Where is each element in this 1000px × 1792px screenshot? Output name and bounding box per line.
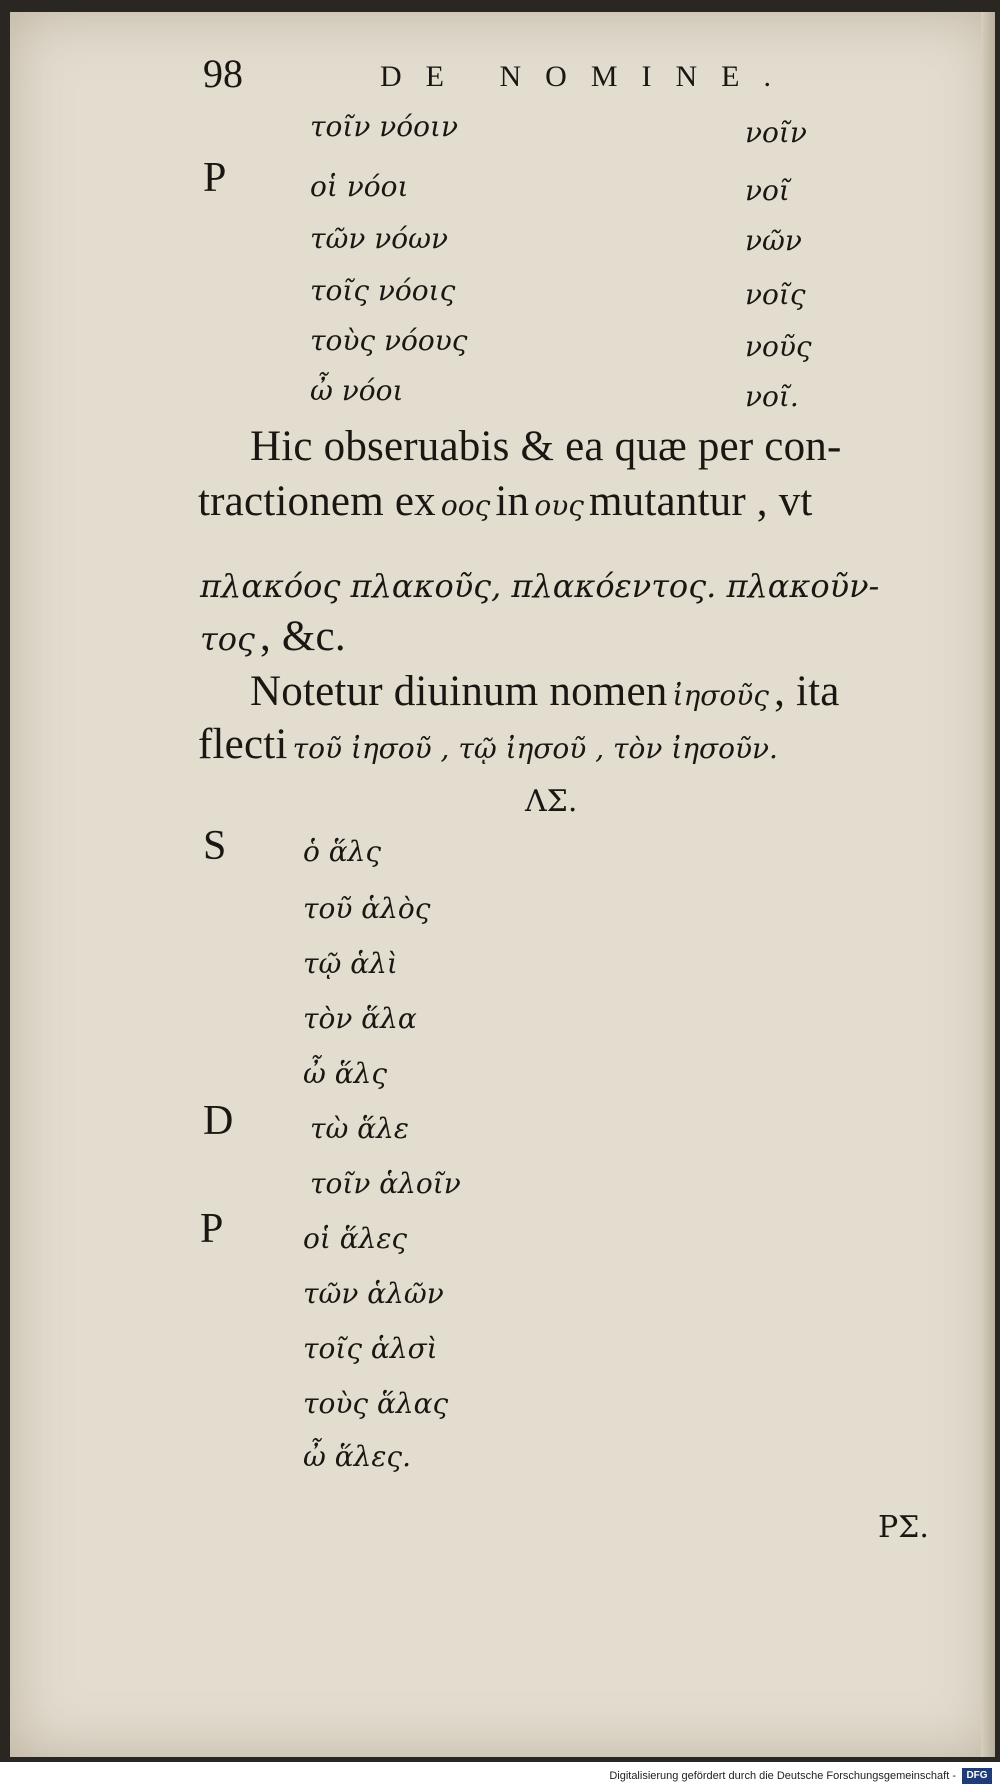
number-marker: D — [203, 1098, 234, 1144]
number-marker: P — [203, 155, 227, 201]
declension-form: ὁ ἅλς — [303, 835, 382, 868]
declension-form: τὼ ἅλε — [310, 1112, 409, 1145]
table-row-contracted: νοῖ. — [745, 380, 799, 413]
declension-form: τὸν ἅλα — [303, 1002, 417, 1035]
footer-bar — [0, 1762, 1000, 1792]
table-row-contracted: νοῖς — [745, 278, 806, 311]
table-row-full: τοῖς νόοις — [310, 274, 456, 307]
table-row-contracted: νῶν — [745, 224, 802, 257]
paragraph-line — [198, 720, 778, 769]
paragraph-text: mutantur , vt — [589, 478, 813, 525]
table-row-contracted: νοῖν — [745, 116, 807, 149]
number-marker: S — [203, 823, 227, 869]
table-row-full: τοῖν νόοιν — [310, 110, 458, 143]
declension-form: οἱ ἅλες — [303, 1222, 408, 1255]
paragraph-text: , &c. — [259, 613, 346, 660]
paragraph-line — [250, 667, 840, 716]
paragraph-text: flecti — [198, 721, 288, 768]
paragraph-text: , ita — [774, 668, 840, 715]
catchword: ΡΣ. — [878, 1510, 929, 1545]
table-row-full: οἱ νόοι — [310, 170, 409, 203]
paragraph-line — [200, 612, 346, 661]
page-gutter — [981, 12, 995, 1757]
paragraph-text: in — [495, 478, 530, 525]
paragraph-line — [198, 477, 813, 526]
declension-form: ὦ ἅλες. — [303, 1440, 411, 1473]
greek-inline: τοῦ ἰησοῦ , τῷ ἰησοῦ , τὸν ἰησοῦν. — [292, 732, 778, 765]
declension-form: τοῖς ἁλσὶ — [303, 1332, 438, 1365]
running-title: DE NOMINE. — [380, 60, 795, 93]
paragraph-line: Hic obseruabis & ea quæ per con- — [250, 423, 842, 470]
digitization-credit: Digitalisierung gefördert durch die Deutsche Forschungsgemeinschaft - — [609, 1770, 956, 1782]
paragraph-line: πλακόος πλακοῦς, πλακόεντος. πλακοῦν- — [200, 567, 880, 605]
table-row-full: τοὺς νόους — [310, 324, 468, 357]
page-number: 98 — [203, 51, 243, 96]
declension-form: τῶν ἁλῶν — [303, 1277, 444, 1310]
greek-inline: οος — [440, 489, 491, 522]
declension-form: τοῦ ἁλὸς — [303, 892, 431, 925]
greek-inline: ους — [534, 489, 584, 522]
section-heading: ΛΣ. — [525, 784, 578, 819]
table-row-full: ὦ νόοι — [310, 374, 404, 407]
declension-form: τοὺς ἅλας — [303, 1387, 449, 1420]
paragraph-text: Notetur diuinum nomen — [250, 668, 668, 715]
declension-form: τῷ ἁλὶ — [303, 947, 398, 980]
paragraph-text: tractionem ex — [198, 478, 436, 525]
number-marker: P — [200, 1206, 224, 1252]
table-row-contracted: νοῦς — [745, 330, 812, 363]
table-row-full: τῶν νόων — [310, 222, 448, 255]
dfg-logo: DFG — [962, 1768, 992, 1784]
declension-form: ὦ ἅλς — [303, 1057, 388, 1090]
greek-inline: ἰησοῦς — [672, 679, 769, 712]
table-row-contracted: νοῖ — [745, 174, 790, 207]
declension-form: τοῖν ἁλοῖν — [310, 1167, 461, 1200]
book-page — [10, 12, 995, 1757]
greek-inline: τος — [200, 620, 255, 658]
